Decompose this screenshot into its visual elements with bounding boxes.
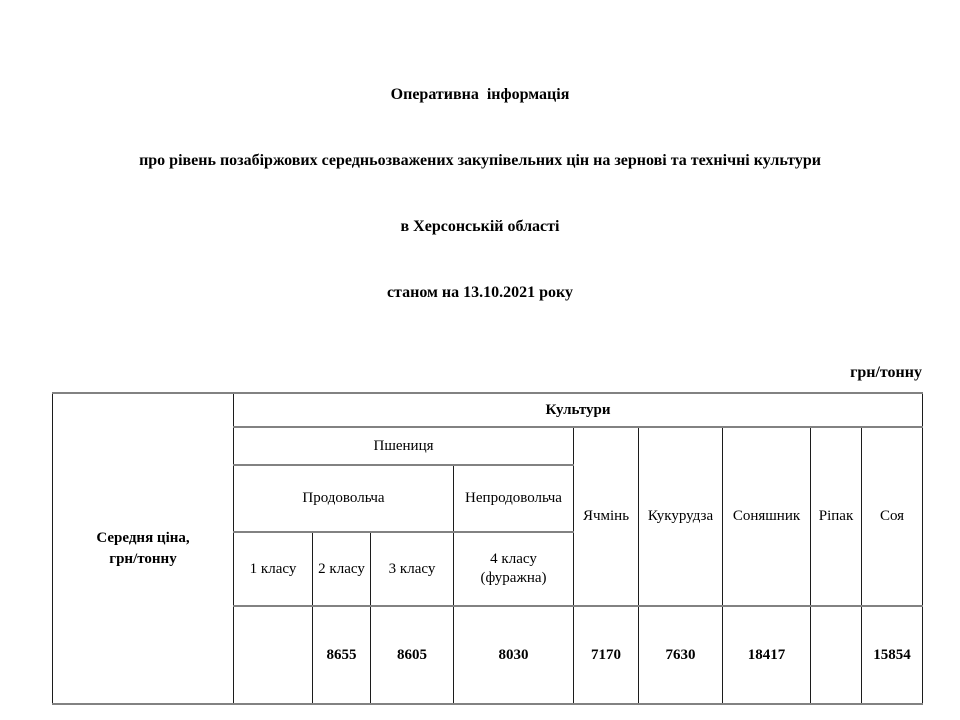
value-corn: 7630 [639, 606, 723, 704]
header-barley: Ячмінь [574, 427, 639, 606]
value-wheat-class-4: 8030 [454, 606, 574, 704]
header-class-1: 1 класу [234, 532, 313, 606]
title-line-2: про рівень позабіржових середньозважених закупівельних цін на зернові та технічні культури [139, 152, 821, 169]
header-class-3: 3 класу [371, 532, 454, 606]
value-rapeseed [811, 606, 862, 704]
header-class-4 [454, 532, 574, 606]
header-wheat-food: Продовольча [234, 465, 454, 532]
header-class-4-line-2: (фуражна) [480, 570, 547, 586]
table-row [53, 393, 923, 427]
unit-label: грн/тонну [850, 364, 922, 381]
row-label-line-1: Середня ціна, [96, 530, 190, 547]
row-label-average-price [53, 393, 234, 704]
header-rapeseed: Ріпак [811, 427, 862, 606]
row-label-line-2: грн/тонну [109, 550, 177, 567]
header-class-4-line-1: 4 класу [490, 550, 537, 567]
value-soy: 15854 [862, 606, 923, 704]
title-line-4: станом на 13.10.2021 року [386, 284, 574, 301]
header-wheat-nonfood: Непродовольча [454, 465, 574, 532]
header-soy: Соя [862, 427, 923, 606]
document-title [0, 0, 960, 348]
header-class-2: 2 класу [313, 532, 371, 606]
value-wheat-class-1 [234, 606, 313, 704]
title-line-1: Оперативна інформація [390, 86, 570, 103]
value-barley: 7170 [574, 606, 639, 704]
header-wheat: Пшениця [234, 427, 574, 465]
title-line-3: в Херсонській області [400, 218, 560, 235]
value-sunflower: 18417 [723, 606, 811, 704]
header-cultures: Культури [234, 393, 923, 427]
value-wheat-class-3: 8605 [371, 606, 454, 704]
prices-table [52, 392, 923, 705]
value-wheat-class-2: 8655 [313, 606, 371, 704]
header-corn: Кукурудза [639, 427, 723, 606]
header-sunflower: Соняшник [723, 427, 811, 606]
